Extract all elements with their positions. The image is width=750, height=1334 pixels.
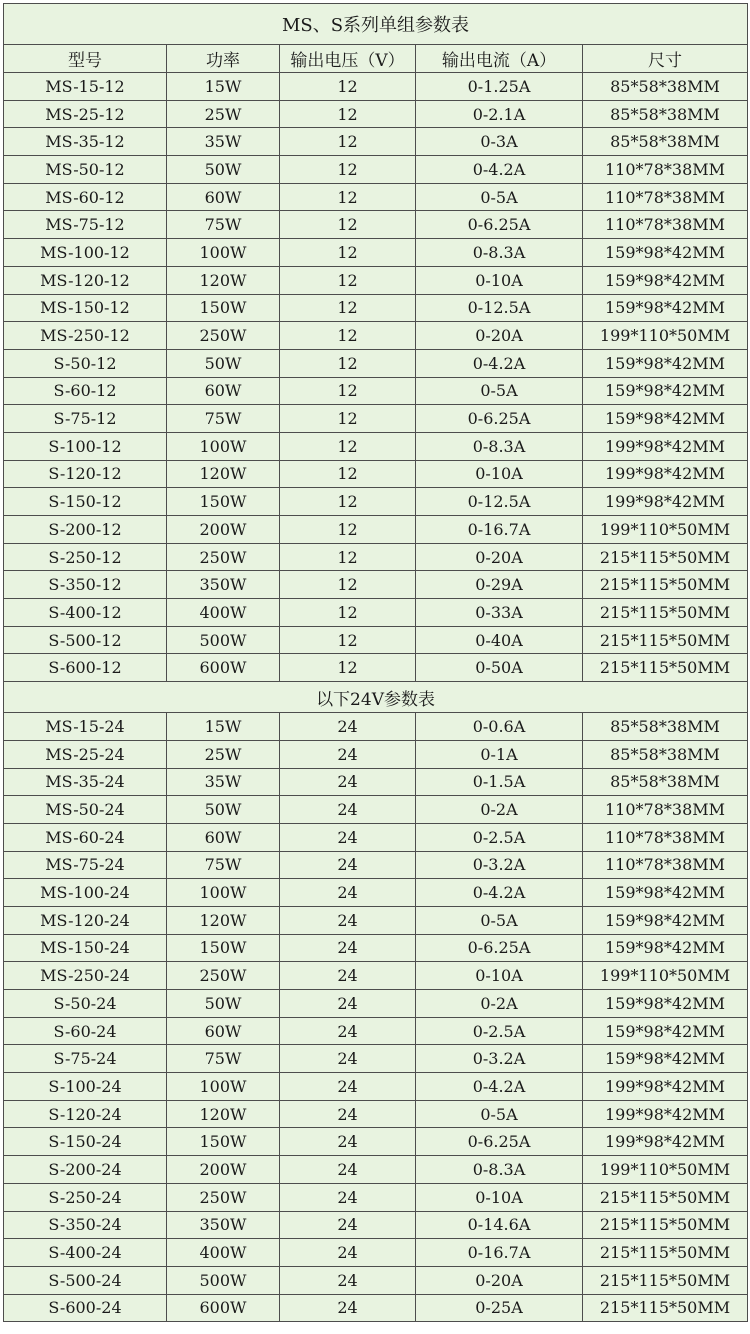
power-cell: 15W: [167, 73, 280, 101]
current-cell: 0-8.3A: [416, 239, 583, 267]
voltage-cell: 24: [280, 962, 416, 990]
power-cell: 500W: [167, 1266, 280, 1294]
header-model: 型号: [4, 45, 167, 73]
current-cell: 0-1.5A: [416, 768, 583, 796]
current-cell: 0-20A: [416, 543, 583, 571]
table-row: [4, 851, 748, 879]
size-cell: 199*98*42MM: [583, 460, 748, 488]
size-cell: 110*78*38MM: [583, 156, 748, 184]
voltage-cell: 24: [280, 1183, 416, 1211]
table-row: [4, 599, 748, 627]
power-cell: 600W: [167, 654, 280, 682]
voltage-cell: 12: [280, 599, 416, 627]
size-cell: 199*98*42MM: [583, 1073, 748, 1101]
current-cell: 0-40A: [416, 626, 583, 654]
size-cell: 199*98*42MM: [583, 1100, 748, 1128]
size-cell: 159*98*42MM: [583, 906, 748, 934]
size-cell: 159*98*42MM: [583, 934, 748, 962]
current-cell: 0-16.7A: [416, 516, 583, 544]
table-row: [4, 211, 748, 239]
power-cell: 350W: [167, 1211, 280, 1239]
table-row: [4, 879, 748, 907]
power-cell: 75W: [167, 1045, 280, 1073]
table-row: [4, 543, 748, 571]
table-row: [4, 239, 748, 267]
size-cell: 85*58*38MM: [583, 713, 748, 741]
table-row: [4, 1239, 748, 1267]
current-cell: 0-5A: [416, 183, 583, 211]
model-cell: S-250-12: [4, 543, 167, 571]
current-cell: 0-4.2A: [416, 1073, 583, 1101]
model-cell: MS-35-24: [4, 768, 167, 796]
size-cell: 159*98*42MM: [583, 377, 748, 405]
voltage-cell: 12: [280, 543, 416, 571]
current-cell: 0-8.3A: [416, 432, 583, 460]
model-cell: MS-100-12: [4, 239, 167, 267]
power-cell: 50W: [167, 349, 280, 377]
current-cell: 0-2.5A: [416, 1017, 583, 1045]
voltage-cell: 12: [280, 211, 416, 239]
power-cell: 50W: [167, 990, 280, 1018]
model-cell: S-75-24: [4, 1045, 167, 1073]
model-cell: S-50-24: [4, 990, 167, 1018]
model-cell: S-200-24: [4, 1156, 167, 1184]
voltage-cell: 24: [280, 1211, 416, 1239]
voltage-cell: 24: [280, 1073, 416, 1101]
model-cell: S-120-24: [4, 1100, 167, 1128]
power-cell: 120W: [167, 266, 280, 294]
table-row: [4, 626, 748, 654]
power-cell: 120W: [167, 460, 280, 488]
voltage-cell: 12: [280, 183, 416, 211]
size-cell: 215*115*50MM: [583, 1211, 748, 1239]
voltage-cell: 24: [280, 934, 416, 962]
current-cell: 0-16.7A: [416, 1239, 583, 1267]
table-row: [4, 100, 748, 128]
size-cell: 159*98*42MM: [583, 879, 748, 907]
voltage-cell: 24: [280, 1017, 416, 1045]
power-cell: 60W: [167, 377, 280, 405]
model-cell: S-50-12: [4, 349, 167, 377]
model-cell: S-600-24: [4, 1294, 167, 1322]
power-cell: 50W: [167, 156, 280, 184]
power-cell: 100W: [167, 1073, 280, 1101]
power-cell: 100W: [167, 239, 280, 267]
size-cell: 110*78*38MM: [583, 211, 748, 239]
table-row: [4, 128, 748, 156]
power-cell: 25W: [167, 740, 280, 768]
current-cell: 0-10A: [416, 1183, 583, 1211]
voltage-cell: 12: [280, 460, 416, 488]
table-row: [4, 768, 748, 796]
section-row: [4, 682, 748, 713]
power-cell: 250W: [167, 1183, 280, 1211]
voltage-cell: 24: [280, 740, 416, 768]
current-cell: 0-8.3A: [416, 1156, 583, 1184]
voltage-cell: 24: [280, 990, 416, 1018]
size-cell: 215*115*50MM: [583, 1239, 748, 1267]
voltage-cell: 24: [280, 768, 416, 796]
voltage-cell: 12: [280, 432, 416, 460]
model-cell: S-60-24: [4, 1017, 167, 1045]
voltage-cell: 24: [280, 1239, 416, 1267]
current-cell: 0-1.25A: [416, 73, 583, 101]
voltage-cell: 12: [280, 239, 416, 267]
table-row: [4, 266, 748, 294]
table-row: [4, 990, 748, 1018]
spec-table: [3, 3, 748, 1322]
power-cell: 35W: [167, 768, 280, 796]
size-cell: 85*58*38MM: [583, 100, 748, 128]
power-cell: 75W: [167, 211, 280, 239]
power-cell: 150W: [167, 294, 280, 322]
power-cell: 60W: [167, 1017, 280, 1045]
model-cell: MS-25-12: [4, 100, 167, 128]
header-row: [4, 45, 748, 73]
power-cell: 400W: [167, 1239, 280, 1267]
voltage-cell: 12: [280, 73, 416, 101]
current-cell: 0-2A: [416, 990, 583, 1018]
table-row: [4, 713, 748, 741]
table-row: [4, 1073, 748, 1101]
size-cell: 85*58*38MM: [583, 73, 748, 101]
size-cell: 159*98*42MM: [583, 294, 748, 322]
model-cell: S-150-12: [4, 488, 167, 516]
current-cell: 0-5A: [416, 1100, 583, 1128]
header-output-voltage: 输出电压（V）: [280, 45, 416, 73]
section-title-24v: 以下24V参数表: [4, 682, 748, 713]
size-cell: 215*115*50MM: [583, 654, 748, 682]
table-row: [4, 823, 748, 851]
table-row: [4, 377, 748, 405]
model-cell: MS-75-12: [4, 211, 167, 239]
model-cell: S-150-24: [4, 1128, 167, 1156]
title-row: [4, 4, 748, 45]
voltage-cell: 12: [280, 128, 416, 156]
power-cell: 600W: [167, 1294, 280, 1322]
model-cell: S-200-12: [4, 516, 167, 544]
power-cell: 50W: [167, 796, 280, 824]
table-row: [4, 1294, 748, 1322]
voltage-cell: 12: [280, 266, 416, 294]
table-row: [4, 1211, 748, 1239]
size-cell: 110*78*38MM: [583, 183, 748, 211]
current-cell: 0-6.25A: [416, 934, 583, 962]
voltage-cell: 24: [280, 906, 416, 934]
current-cell: 0-2.1A: [416, 100, 583, 128]
size-cell: 199*110*50MM: [583, 962, 748, 990]
header-size: 尺寸: [583, 45, 748, 73]
model-cell: S-400-12: [4, 599, 167, 627]
power-cell: 100W: [167, 432, 280, 460]
table-row: [4, 962, 748, 990]
current-cell: 0-12.5A: [416, 294, 583, 322]
header-output-current: 输出电流（A）: [416, 45, 583, 73]
table-row: [4, 740, 748, 768]
model-cell: MS-60-12: [4, 183, 167, 211]
model-cell: S-350-12: [4, 571, 167, 599]
table-row: [4, 322, 748, 350]
voltage-cell: 12: [280, 100, 416, 128]
size-cell: 159*98*42MM: [583, 266, 748, 294]
model-cell: MS-15-24: [4, 713, 167, 741]
model-cell: MS-250-24: [4, 962, 167, 990]
current-cell: 0-4.2A: [416, 349, 583, 377]
size-cell: 159*98*42MM: [583, 349, 748, 377]
current-cell: 0-10A: [416, 460, 583, 488]
voltage-cell: 12: [280, 516, 416, 544]
voltage-cell: 24: [280, 1100, 416, 1128]
model-cell: MS-60-24: [4, 823, 167, 851]
current-cell: 0-6.25A: [416, 405, 583, 433]
voltage-cell: 24: [280, 1128, 416, 1156]
current-cell: 0-50A: [416, 654, 583, 682]
current-cell: 0-2A: [416, 796, 583, 824]
table-row: [4, 654, 748, 682]
power-cell: 500W: [167, 626, 280, 654]
model-cell: S-500-24: [4, 1266, 167, 1294]
current-cell: 0-3.2A: [416, 851, 583, 879]
power-cell: 75W: [167, 405, 280, 433]
current-cell: 0-12.5A: [416, 488, 583, 516]
header-power: 功率: [167, 45, 280, 73]
size-cell: 215*115*50MM: [583, 626, 748, 654]
size-cell: 110*78*38MM: [583, 851, 748, 879]
size-cell: 199*110*50MM: [583, 322, 748, 350]
current-cell: 0-0.6A: [416, 713, 583, 741]
voltage-cell: 24: [280, 1156, 416, 1184]
model-cell: MS-120-24: [4, 906, 167, 934]
power-cell: 75W: [167, 851, 280, 879]
voltage-cell: 24: [280, 1266, 416, 1294]
power-cell: 25W: [167, 100, 280, 128]
current-cell: 0-3.2A: [416, 1045, 583, 1073]
current-cell: 0-4.2A: [416, 156, 583, 184]
voltage-cell: 24: [280, 1294, 416, 1322]
voltage-cell: 12: [280, 156, 416, 184]
model-cell: MS-120-12: [4, 266, 167, 294]
size-cell: 85*58*38MM: [583, 128, 748, 156]
current-cell: 0-10A: [416, 266, 583, 294]
power-cell: 60W: [167, 183, 280, 211]
table-row: [4, 294, 748, 322]
current-cell: 0-29A: [416, 571, 583, 599]
table-row: [4, 349, 748, 377]
table-row: [4, 183, 748, 211]
power-cell: 150W: [167, 488, 280, 516]
model-cell: S-600-12: [4, 654, 167, 682]
model-cell: S-500-12: [4, 626, 167, 654]
current-cell: 0-20A: [416, 1266, 583, 1294]
voltage-cell: 12: [280, 488, 416, 516]
power-cell: 15W: [167, 713, 280, 741]
size-cell: 110*78*38MM: [583, 796, 748, 824]
table-row: [4, 460, 748, 488]
voltage-cell: 12: [280, 405, 416, 433]
power-cell: 250W: [167, 543, 280, 571]
table-row: [4, 1266, 748, 1294]
model-cell: MS-50-12: [4, 156, 167, 184]
power-cell: 120W: [167, 1100, 280, 1128]
power-cell: 200W: [167, 516, 280, 544]
current-cell: 0-14.6A: [416, 1211, 583, 1239]
voltage-cell: 12: [280, 294, 416, 322]
power-cell: 100W: [167, 879, 280, 907]
current-cell: 0-4.2A: [416, 879, 583, 907]
model-cell: S-400-24: [4, 1239, 167, 1267]
current-cell: 0-10A: [416, 962, 583, 990]
model-cell: S-350-24: [4, 1211, 167, 1239]
current-cell: 0-20A: [416, 322, 583, 350]
model-cell: MS-15-12: [4, 73, 167, 101]
table-row: [4, 906, 748, 934]
size-cell: 85*58*38MM: [583, 768, 748, 796]
power-cell: 250W: [167, 962, 280, 990]
power-cell: 150W: [167, 934, 280, 962]
size-cell: 215*115*50MM: [583, 599, 748, 627]
model-cell: S-60-12: [4, 377, 167, 405]
size-cell: 199*110*50MM: [583, 1156, 748, 1184]
table-row: [4, 73, 748, 101]
voltage-cell: 24: [280, 851, 416, 879]
voltage-cell: 12: [280, 654, 416, 682]
voltage-cell: 24: [280, 879, 416, 907]
current-cell: 0-5A: [416, 377, 583, 405]
size-cell: 110*78*38MM: [583, 823, 748, 851]
current-cell: 0-6.25A: [416, 1128, 583, 1156]
table-row: [4, 796, 748, 824]
voltage-cell: 12: [280, 626, 416, 654]
model-cell: S-100-24: [4, 1073, 167, 1101]
size-cell: 159*98*42MM: [583, 405, 748, 433]
table-row: [4, 934, 748, 962]
size-cell: 199*98*42MM: [583, 1128, 748, 1156]
table-row: [4, 571, 748, 599]
size-cell: 199*110*50MM: [583, 516, 748, 544]
table-body: [4, 4, 748, 1322]
current-cell: 0-33A: [416, 599, 583, 627]
table-row: [4, 1017, 748, 1045]
current-cell: 0-2.5A: [416, 823, 583, 851]
size-cell: 215*115*50MM: [583, 1266, 748, 1294]
size-cell: 159*98*42MM: [583, 990, 748, 1018]
table-row: [4, 156, 748, 184]
size-cell: 215*115*50MM: [583, 543, 748, 571]
voltage-cell: 24: [280, 823, 416, 851]
table-row: [4, 1045, 748, 1073]
model-cell: MS-25-24: [4, 740, 167, 768]
power-cell: 150W: [167, 1128, 280, 1156]
model-cell: S-100-12: [4, 432, 167, 460]
size-cell: 85*58*38MM: [583, 740, 748, 768]
model-cell: MS-100-24: [4, 879, 167, 907]
current-cell: 0-1A: [416, 740, 583, 768]
size-cell: 215*115*50MM: [583, 1294, 748, 1322]
power-cell: 35W: [167, 128, 280, 156]
table-title: MS、S系列单组参数表: [4, 4, 748, 45]
size-cell: 159*98*42MM: [583, 1045, 748, 1073]
size-cell: 199*98*42MM: [583, 432, 748, 460]
voltage-cell: 12: [280, 349, 416, 377]
power-cell: 250W: [167, 322, 280, 350]
table-row: [4, 1128, 748, 1156]
current-cell: 0-3A: [416, 128, 583, 156]
model-cell: S-250-24: [4, 1183, 167, 1211]
power-cell: 120W: [167, 906, 280, 934]
table-row: [4, 1183, 748, 1211]
voltage-cell: 24: [280, 713, 416, 741]
current-cell: 0-25A: [416, 1294, 583, 1322]
power-cell: 60W: [167, 823, 280, 851]
table-row: [4, 405, 748, 433]
table-row: [4, 1100, 748, 1128]
model-cell: S-120-12: [4, 460, 167, 488]
model-cell: MS-150-24: [4, 934, 167, 962]
table-row: [4, 1156, 748, 1184]
size-cell: 215*115*50MM: [583, 1183, 748, 1211]
model-cell: MS-150-12: [4, 294, 167, 322]
voltage-cell: 24: [280, 796, 416, 824]
size-cell: 215*115*50MM: [583, 571, 748, 599]
power-cell: 350W: [167, 571, 280, 599]
size-cell: 159*98*42MM: [583, 1017, 748, 1045]
power-cell: 400W: [167, 599, 280, 627]
model-cell: MS-75-24: [4, 851, 167, 879]
size-cell: 159*98*42MM: [583, 239, 748, 267]
table-row: [4, 516, 748, 544]
table-row: [4, 488, 748, 516]
size-cell: 199*98*42MM: [583, 488, 748, 516]
model-cell: MS-35-12: [4, 128, 167, 156]
model-cell: S-75-12: [4, 405, 167, 433]
current-cell: 0-5A: [416, 906, 583, 934]
voltage-cell: 12: [280, 377, 416, 405]
table-row: [4, 432, 748, 460]
current-cell: 0-6.25A: [416, 211, 583, 239]
voltage-cell: 12: [280, 571, 416, 599]
voltage-cell: 24: [280, 1045, 416, 1073]
model-cell: MS-50-24: [4, 796, 167, 824]
power-cell: 200W: [167, 1156, 280, 1184]
model-cell: MS-250-12: [4, 322, 167, 350]
voltage-cell: 12: [280, 322, 416, 350]
